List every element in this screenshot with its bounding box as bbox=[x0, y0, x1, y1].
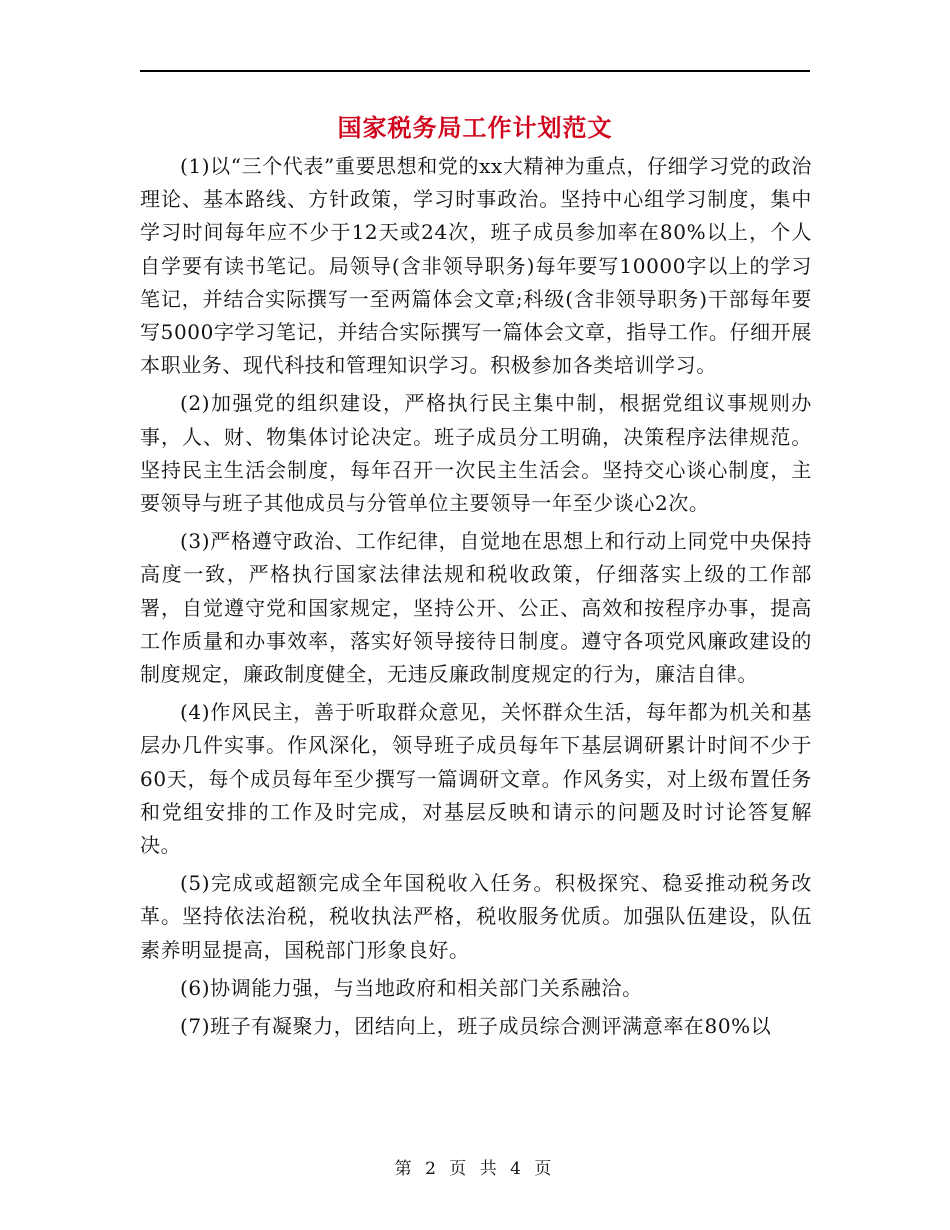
paragraph-3: (3)严格遵守政治、工作纪律，自觉地在思想上和行动上同党中央保持高度一致，严格执行国家法律法规和税收政策，仔细落实上级的工作部署，自觉遵守党和国家规定，坚持公开、公正、高效和按程序办事，提高工作质量和办事效率，落实好领导接待日制度。遵守各项党风廉政建设的制度规定，廉政制度健全，无违反廉政制度规定的行为，廉洁自律。 bbox=[140, 529, 812, 687]
paragraph-6: (6)协调能力强，与当地政府和相关部门关系融洽。 bbox=[180, 975, 643, 1000]
paragraph-2: (2)加强党的组织建设，严格执行民主集中制，根据党组议事规则办事，人、财、物集体讨论决定。班子成员分工明确，决策程序法律规范。坚持民主生活会制度，每年召开一次民主生活会。坚持交心谈心制度，主要领导与班子其他成员与分管单位主要领导一年至少谈心2次。 bbox=[140, 391, 812, 516]
paragraph-7: (7)班子有凝聚力，团结向上，班子成员综合测评满意率在80%以 bbox=[180, 1014, 772, 1039]
paragraph-4: (4)作风民主，善于听取群众意见，关怀群众生活，每年都为机关和基层办几件实事。作风深化，领导班子成员每年下基层调研累计时间不少于60天，每个成员每年至少撰写一篇调研文章。作风务实，对上级布置任务和党组安排的工作及时完成，对基层反映和请示的问题及时讨论答复解决。 bbox=[140, 700, 812, 858]
document-body bbox=[140, 150, 812, 1043]
paragraph-5: (5)完成或超额完成全年国税收入任务。积极探究、稳妥推动税务改革。坚持依法治税，税收执法严格，税收服务优质。加强队伍建设，队伍素养明显提高，国税部门形象良好。 bbox=[140, 871, 812, 962]
document-title: 国家税务局工作计划范文 bbox=[337, 113, 613, 142]
paragraph-1: (1)以“三个代表”重要思想和党的xx大精神为重点，仔细学习党的政治理论、基本路线、方针政策，学习时事政治。坚持中心组学习制度，集中学习时间每年应不少于12天或24次，班子成员参加率在80%以上，个人自学要有读书笔记。局领导(含非领导职务)每年要写10000字以上的学习笔记，并结合实际撰写一至两篇体会文章;科级(含非领导职务)干部每年要写5000字学习笔记，并结合实际撰写一篇体会文章，指导工作。仔细开展本职业务、现代科技和管理知识学习。积极参加各类培训学习。 bbox=[140, 154, 812, 378]
page-footer: 第 2 页 共 4 页 bbox=[394, 1159, 556, 1179]
header-rule bbox=[140, 70, 810, 72]
